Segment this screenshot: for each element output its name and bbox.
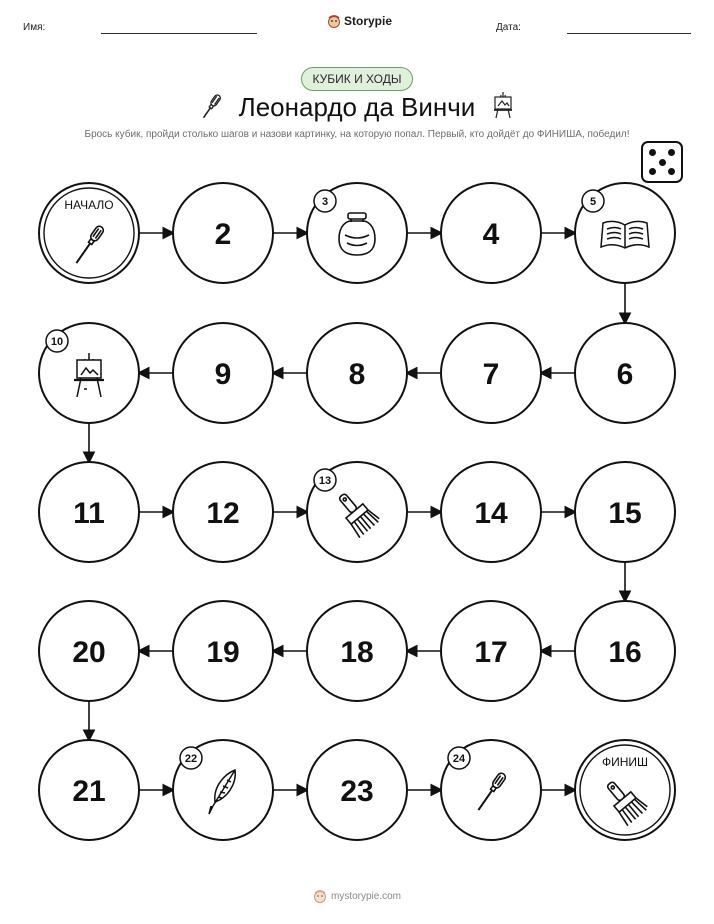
board-cell-20[interactable]	[39, 601, 139, 701]
cell-number: 20	[72, 636, 106, 669]
cell-number: 21	[72, 775, 106, 808]
date-label: Дата:	[496, 22, 521, 33]
cell-number: 18	[340, 636, 374, 669]
cell-number: 12	[206, 497, 240, 530]
board-cell-14[interactable]	[441, 462, 541, 562]
board-cell-1[interactable]	[39, 183, 139, 283]
cell-number: 19	[206, 636, 240, 669]
cell-number-badge: 3	[321, 196, 329, 208]
cell-number-badge: 22	[184, 753, 198, 765]
board-cell-9[interactable]	[173, 323, 273, 423]
cell-number: 15	[608, 497, 642, 530]
cell-number: 14	[474, 497, 508, 530]
board-cell-12[interactable]	[173, 462, 273, 562]
finish-label: ФИНИШ	[601, 755, 649, 769]
board-cell-2[interactable]	[173, 183, 273, 283]
pie-mascot-icon	[313, 889, 327, 903]
board-cell-19[interactable]	[173, 601, 273, 701]
cell-number: 9	[214, 358, 232, 391]
board-cell-13[interactable]	[307, 462, 407, 562]
brand-name: Storypie	[344, 14, 393, 28]
activity-badge: КУБИК И ХОДЫ	[301, 67, 413, 91]
footer-url[interactable]: mystorypie.com	[330, 890, 401, 902]
cell-number-badge: 13	[318, 475, 332, 487]
board-cell-17[interactable]	[441, 601, 541, 701]
cell-number-badge: 24	[452, 753, 466, 765]
board-cell-25[interactable]	[575, 740, 675, 840]
board-cell-6[interactable]	[575, 323, 675, 423]
cell-number: 8	[348, 358, 366, 391]
page-title: Леонардо да Винчи	[238, 92, 476, 122]
cell-number: 23	[340, 775, 374, 808]
board-cell-5[interactable]	[575, 183, 675, 283]
cell-number: 11	[73, 497, 105, 530]
start-label: НАЧАЛО	[64, 198, 114, 212]
cell-number: 17	[474, 636, 508, 669]
board-cell-16[interactable]	[575, 601, 675, 701]
board-cell-4[interactable]	[441, 183, 541, 283]
book-icon	[601, 221, 649, 248]
cell-number-badge: 10	[50, 336, 64, 348]
board-cell-21[interactable]	[39, 740, 139, 840]
cell-number-badge: 5	[589, 196, 597, 208]
cell-number: 4	[482, 218, 500, 251]
board-cell-23[interactable]	[307, 740, 407, 840]
name-label: Имя:	[23, 22, 46, 33]
cell-number: 2	[214, 218, 232, 251]
cell-number: 16	[608, 636, 642, 669]
board-cell-15[interactable]	[575, 462, 675, 562]
footer	[0, 889, 714, 903]
board-cell-8[interactable]	[307, 323, 407, 423]
board-cell-7[interactable]	[441, 323, 541, 423]
board-cell-22[interactable]	[173, 740, 273, 840]
cell-number: 7	[482, 358, 500, 391]
board-cell-3[interactable]	[307, 183, 407, 283]
cell-number: 6	[616, 358, 634, 391]
board-cell-18[interactable]	[307, 601, 407, 701]
board-cell-24[interactable]	[441, 740, 541, 840]
instructions: Брось кубик, пройди столько шагов и назови картинку, на которую попал. Первый, кто дойдёт до ФИНИША, победил!	[84, 129, 630, 140]
board-cell-10[interactable]	[39, 323, 139, 423]
board-cell-11[interactable]	[39, 462, 139, 562]
